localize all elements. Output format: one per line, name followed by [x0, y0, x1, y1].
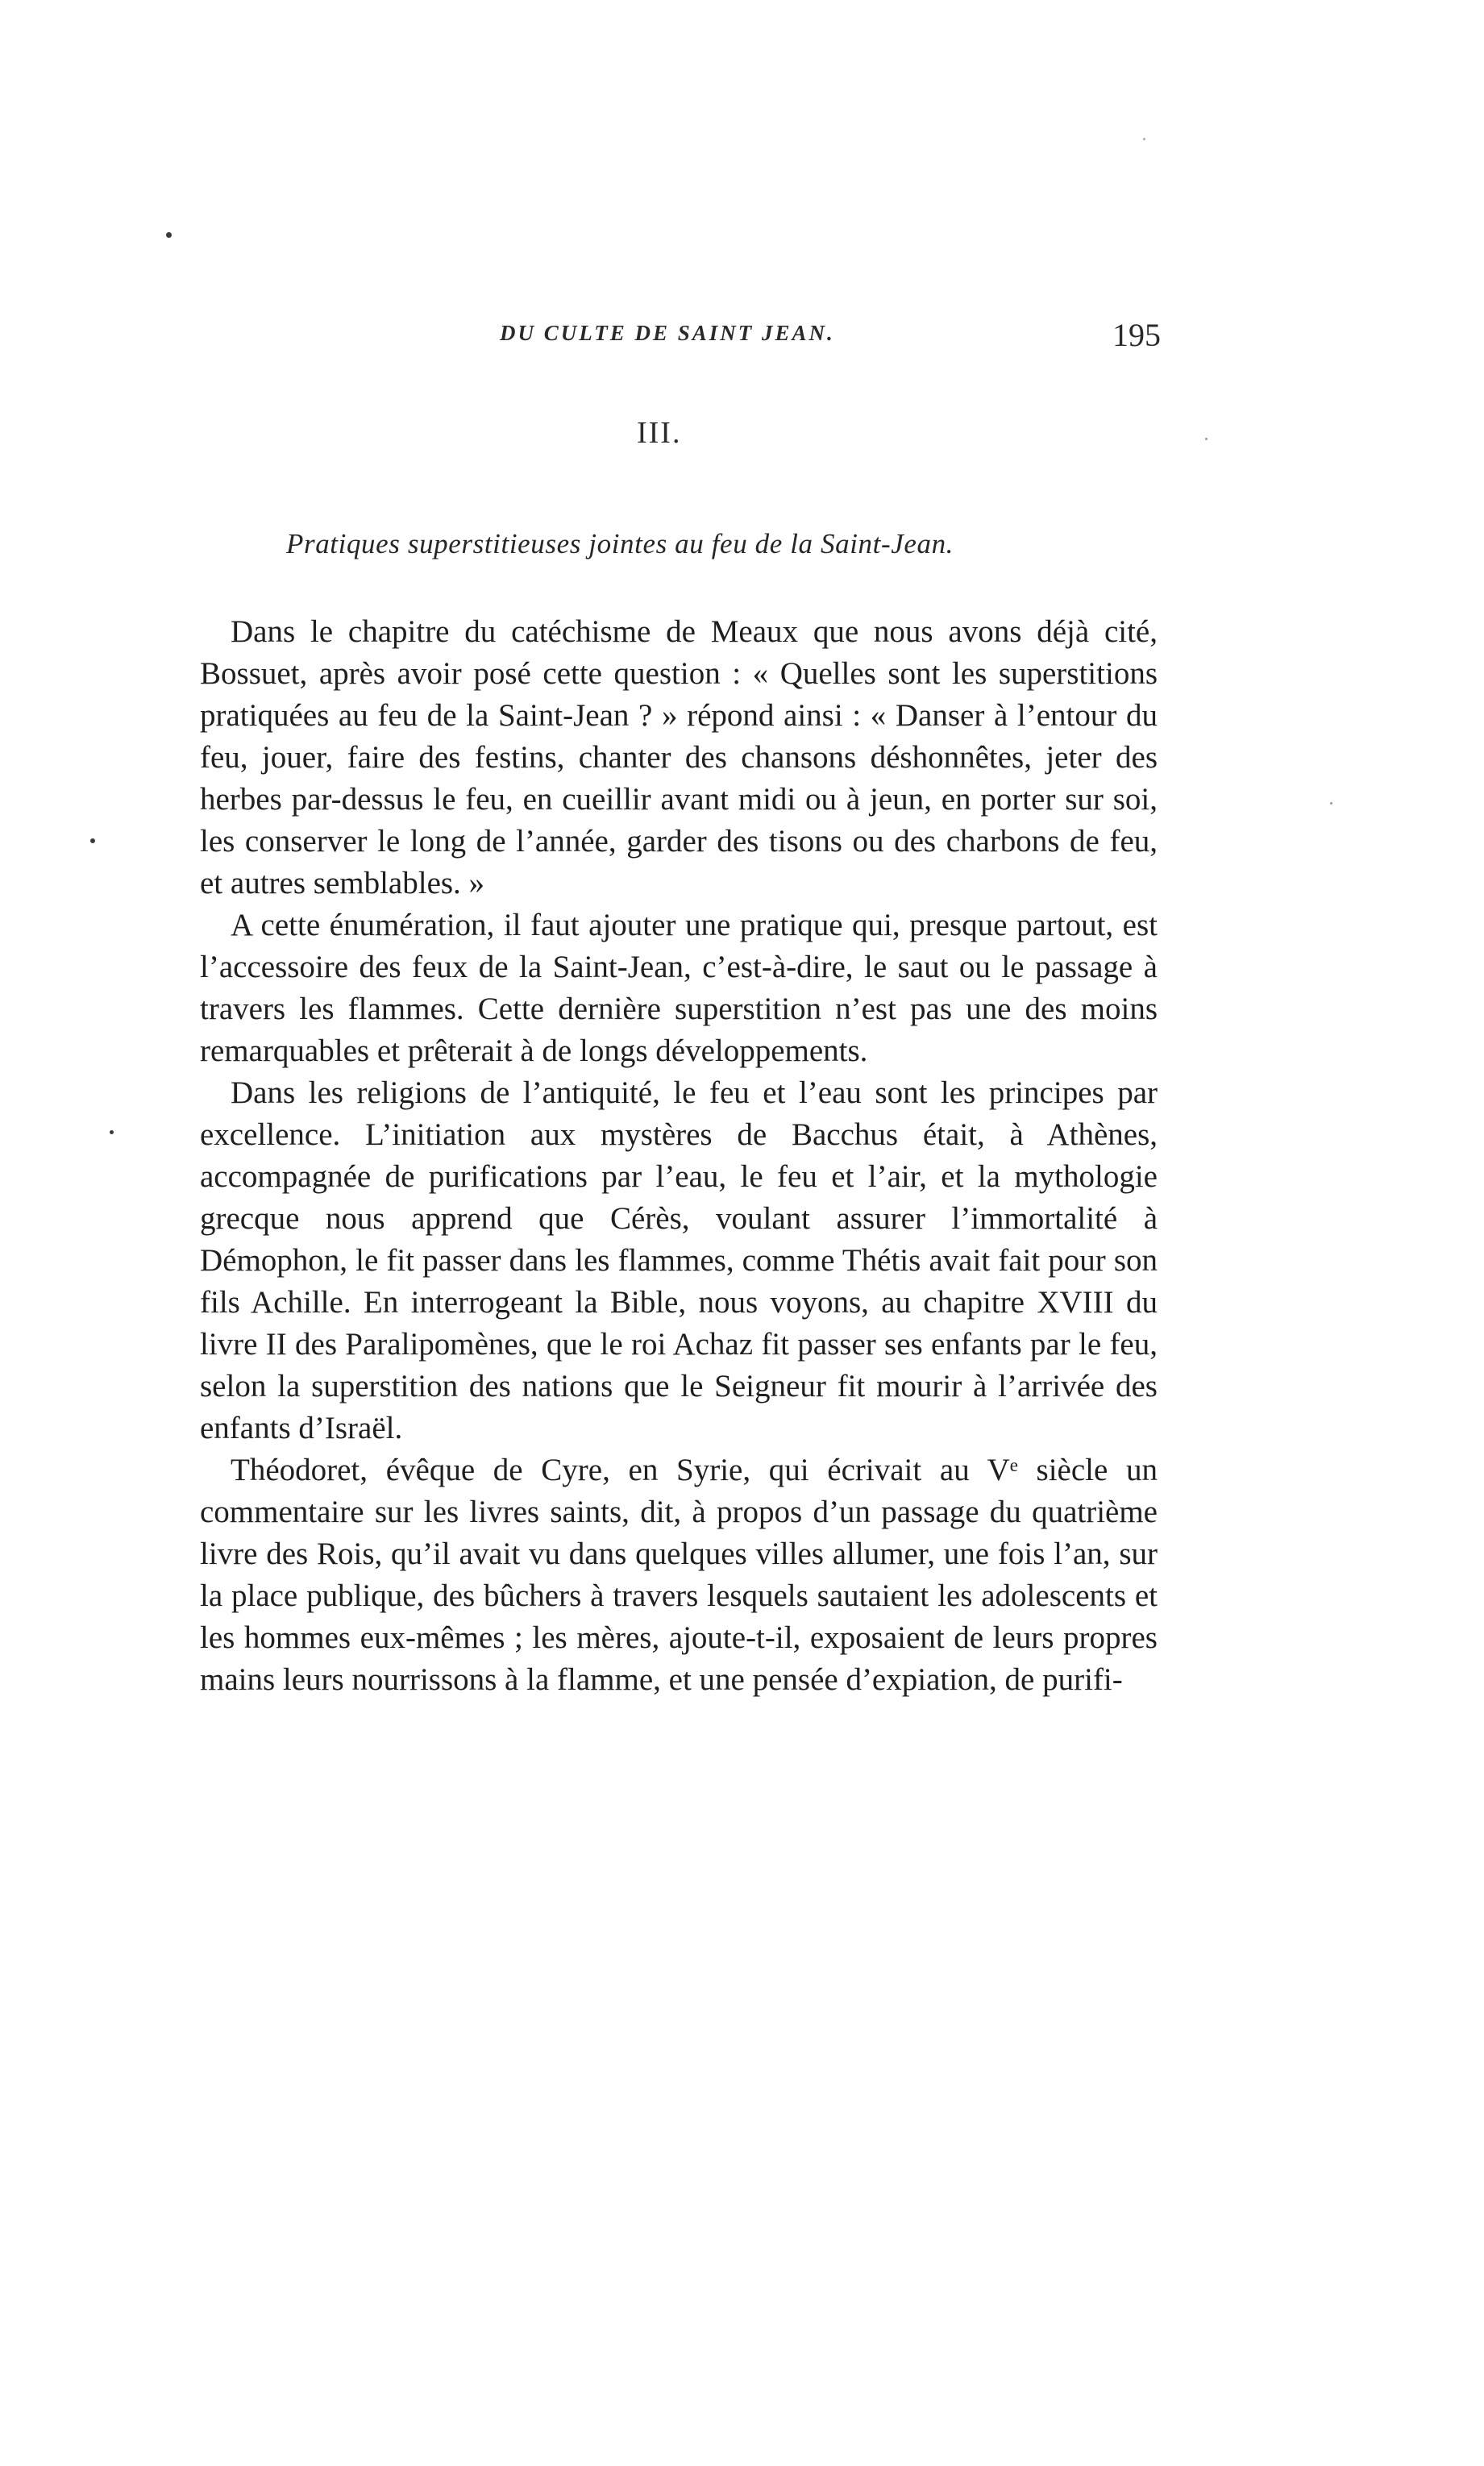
- page-number: 195: [1112, 317, 1161, 353]
- paper-speck: [1205, 438, 1208, 440]
- body-text: [200, 611, 1158, 1701]
- paragraph: Dans le chapitre du catéchisme de Meaux que nous avons déjà cité, Bossuet, après avoir posé cette question : « Quelles sont les superstitions pratiquées au feu de la Saint-Jean ? » répond ainsi : « Danser à l’entour du feu, jouer, faire des festins, chanter des chansons déshonnêtes, jeter des herbes par-dessus le feu, en cueillir avant midi ou à jeun, en porter sur soi, les conserver le long de l’année, garder des tisons ou des charbons de feu, et autres semblables. »: [200, 614, 1158, 900]
- paragraph: A cette énumération, il faut ajouter une pratique qui, presque partout, est l’accessoire des feux de la Saint-Jean, c’est-à-dire, le saut ou le passage à travers les flammes. Cette dernière superstition n’est pas une des moins remarquables et prêterait à de longs développements.: [200, 908, 1158, 1068]
- paper-speck: [1330, 802, 1332, 805]
- running-title: DU CULTE DE SAINT JEAN.: [500, 321, 835, 345]
- paper-speck: [166, 232, 172, 238]
- section-subtitle: Pratiques superstitieuses jointes au feu de la Saint-Jean.: [286, 528, 954, 559]
- paper-speck: [1143, 138, 1145, 140]
- paragraph: Théodoret, évêque de Cyre, en Syrie, qui écrivait au Vᵉ siècle un commentaire sur les livres saints, dit, à propos d’un passage du quatrième livre des Rois, qu’il avait vu dans quelques villes allumer, une fois l’an, sur la place publique, des bûchers à travers lesquels sautaient les adolescents et les hommes eux-mêmes ; les mères, ajoute-t-il, exposaient de leurs propres mains leurs nourrissons à la flamme, et une pensée d’expiation, de purifi-: [200, 1453, 1158, 1697]
- section-number: III.: [637, 416, 682, 450]
- paper-speck: [110, 1130, 114, 1134]
- running-head: [500, 316, 1161, 355]
- paragraph: Dans les religions de l’antiquité, le feu et l’eau sont les principes par excellence. L’initiation aux mystères de Bacchus était, à Athènes, accompagnée de purifications par l’eau, le feu et l’air, et la mythologie grecque nous apprend que Cérès, voulant assurer l’immortalité à Démophon, le fit passer dans les flammes, comme Thétis avait fait pour son fils Achille. En interrogeant la Bible, nous voyons, au chapitre XVIII du livre II des Paralipomènes, que le roi Achaz fit passer ses enfants par le feu, selon la superstition des nations que le Seigneur fit mourir à l’arrivée des enfants d’Israël.: [200, 1075, 1158, 1445]
- paper-speck: [90, 838, 95, 843]
